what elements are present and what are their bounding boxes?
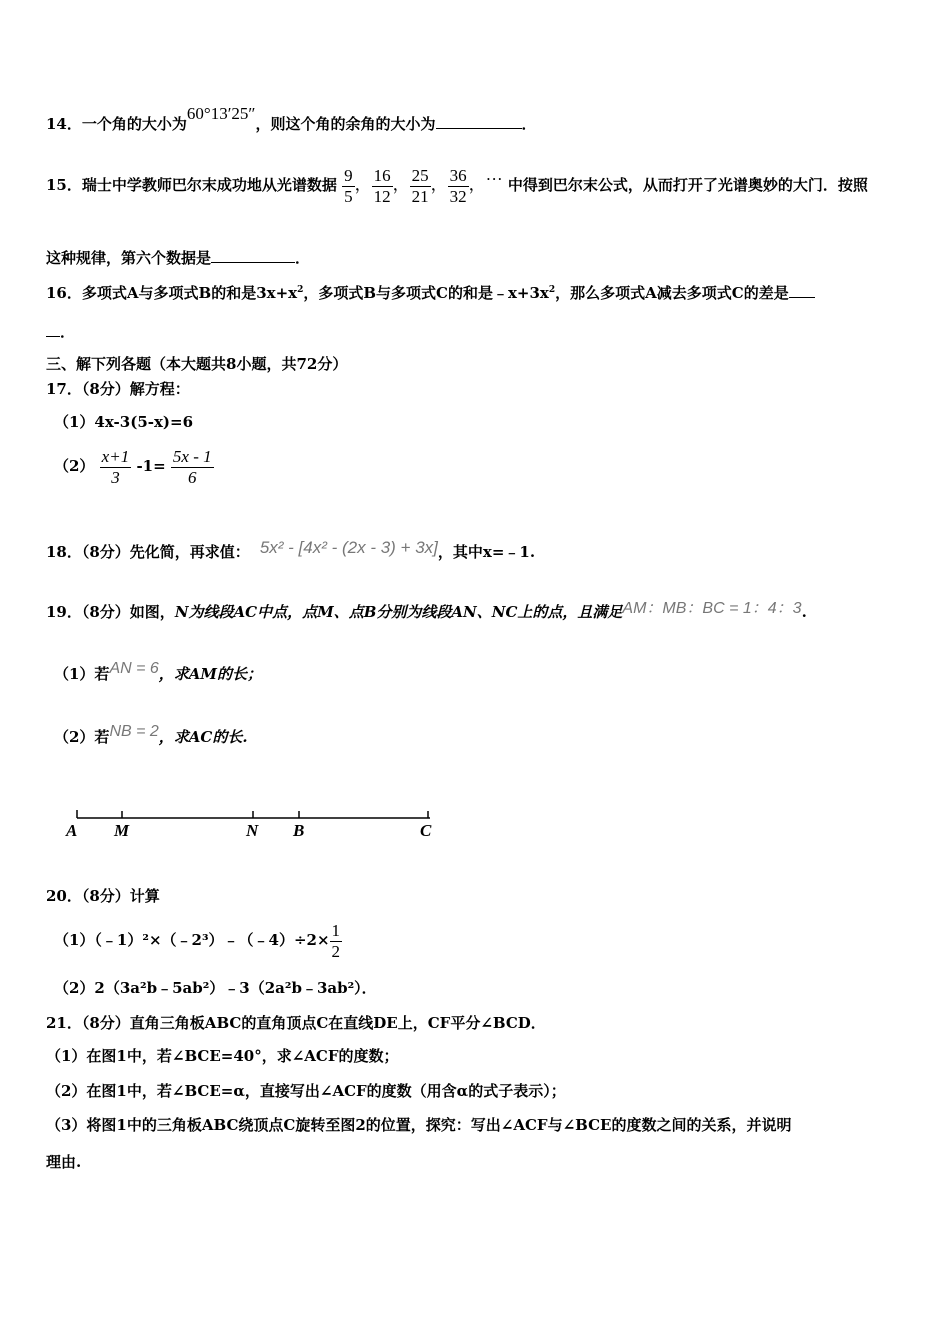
fraction-5x-minus-1: $\frac{5x - 1}{6}$ xyxy=(172,446,212,487)
label-a: A xyxy=(66,821,78,840)
fraction-x-plus-1: $\frac{x+1}{3}$ xyxy=(101,446,130,487)
question-21-part3: （3）将图1中的三角板ABC绕顶点C旋转至图2的位置，探究：写出∠ACF与∠BCE的度数之间的关系，并说明 xyxy=(46,1116,792,1134)
label-b: B xyxy=(293,821,305,840)
question-17-part2: （2） $\frac{x+1}{3}$ -1= $\frac{5x - 1}{6}$ xyxy=(54,446,212,487)
answer-blank-15[interactable] xyxy=(211,248,295,263)
question-18: 18．（8分）先化简，再求值： 5x² - [4x² - (2x - 3) + 3x]，其中x=﹣1. xyxy=(46,538,536,561)
angle-value: 60°13′25″ xyxy=(186,104,256,123)
label-c: C xyxy=(420,821,432,840)
question-14: 14．一个角的大小为60°13′25″，则这个角的余角的大小为 ． xyxy=(46,104,537,133)
question-19: 19．（8分）如图，N为线段AC中点，点M、点B分别为线段AN、NC上的点，且满足AM：MB：BC = 1：4：3. xyxy=(46,600,807,621)
fraction-4: $\frac{36}{32}$ xyxy=(449,165,467,206)
question-20-part2: （2）2（3a²b﹣5ab²）﹣3（2a²b﹣3ab²）． xyxy=(54,979,377,997)
question-17: 17．（8分）解方程： xyxy=(46,380,190,398)
question-21: 21．（8分）直角三角板ABC的直角顶点C在直线DE上，CF平分∠BCD． xyxy=(46,1014,546,1032)
question-15: 15．瑞士中学教师巴尔末成功地从光谱数据 $\frac{9}{5}$ ， $\frac{16}{12}$ ， $\frac{25}{21}$ ， $\frac{36}{32}$ ，… 中得到巴尔末公式，从而打开了光谱奥妙的大门．按照 xyxy=(46,165,868,206)
fraction-one-half: $\frac{1}{2}$ xyxy=(331,920,341,961)
answer-blank-16[interactable] xyxy=(789,283,815,298)
label-m: M xyxy=(114,821,130,840)
question-16-cont: ． xyxy=(46,322,75,342)
label-n: N xyxy=(246,821,259,840)
answer-blank-14[interactable] xyxy=(436,114,522,129)
expression: 5x² - [4x² - (2x - 3) + 3x] xyxy=(259,538,438,557)
question-21-part3-cont: 理由. xyxy=(46,1153,82,1171)
section-heading: 三、解下列各题（本大题共8小题，共72分） xyxy=(46,355,348,373)
question-20-part1: （1）（﹣1）²×（﹣2³）﹣（﹣4）÷2× $\frac{1}{2}$ xyxy=(54,920,341,961)
question-19-part1: （1）若AN = 6，求AM的长； xyxy=(54,660,263,683)
question-19-part2: （2）若NB = 2，求AC的长. xyxy=(54,723,248,746)
question-20: 20．（8分）计算 xyxy=(46,887,160,905)
fraction-2: $\frac{16}{12}$ xyxy=(373,165,391,206)
question-21-part1: （1）在图1中，若∠BCE=40°，求∠ACF的度数； xyxy=(46,1047,399,1065)
question-17-part1: （1）4x-3(5-x)=6 xyxy=(54,413,194,431)
fraction-3: $\frac{25}{21}$ xyxy=(411,165,429,206)
segment-figure xyxy=(60,800,450,850)
fraction-1: $\frac{9}{5}$ xyxy=(344,165,353,206)
question-21-part2: （2）在图1中，若∠BCE=α，直接写出∠ACF的度数（用含α的式子表示）； xyxy=(46,1082,566,1100)
question-15-cont: 这种规律，第六个数据是 ． xyxy=(46,249,311,267)
ratio-expression: AM：MB：BC = 1：4：3 xyxy=(622,600,802,617)
question-16: 16．多项式A与多项式B的和是$3x+x^2$，多项式B与多项式C的和是$﹣x+3x^2$，那么多项式A减去多项式C的差是 xyxy=(46,283,815,303)
